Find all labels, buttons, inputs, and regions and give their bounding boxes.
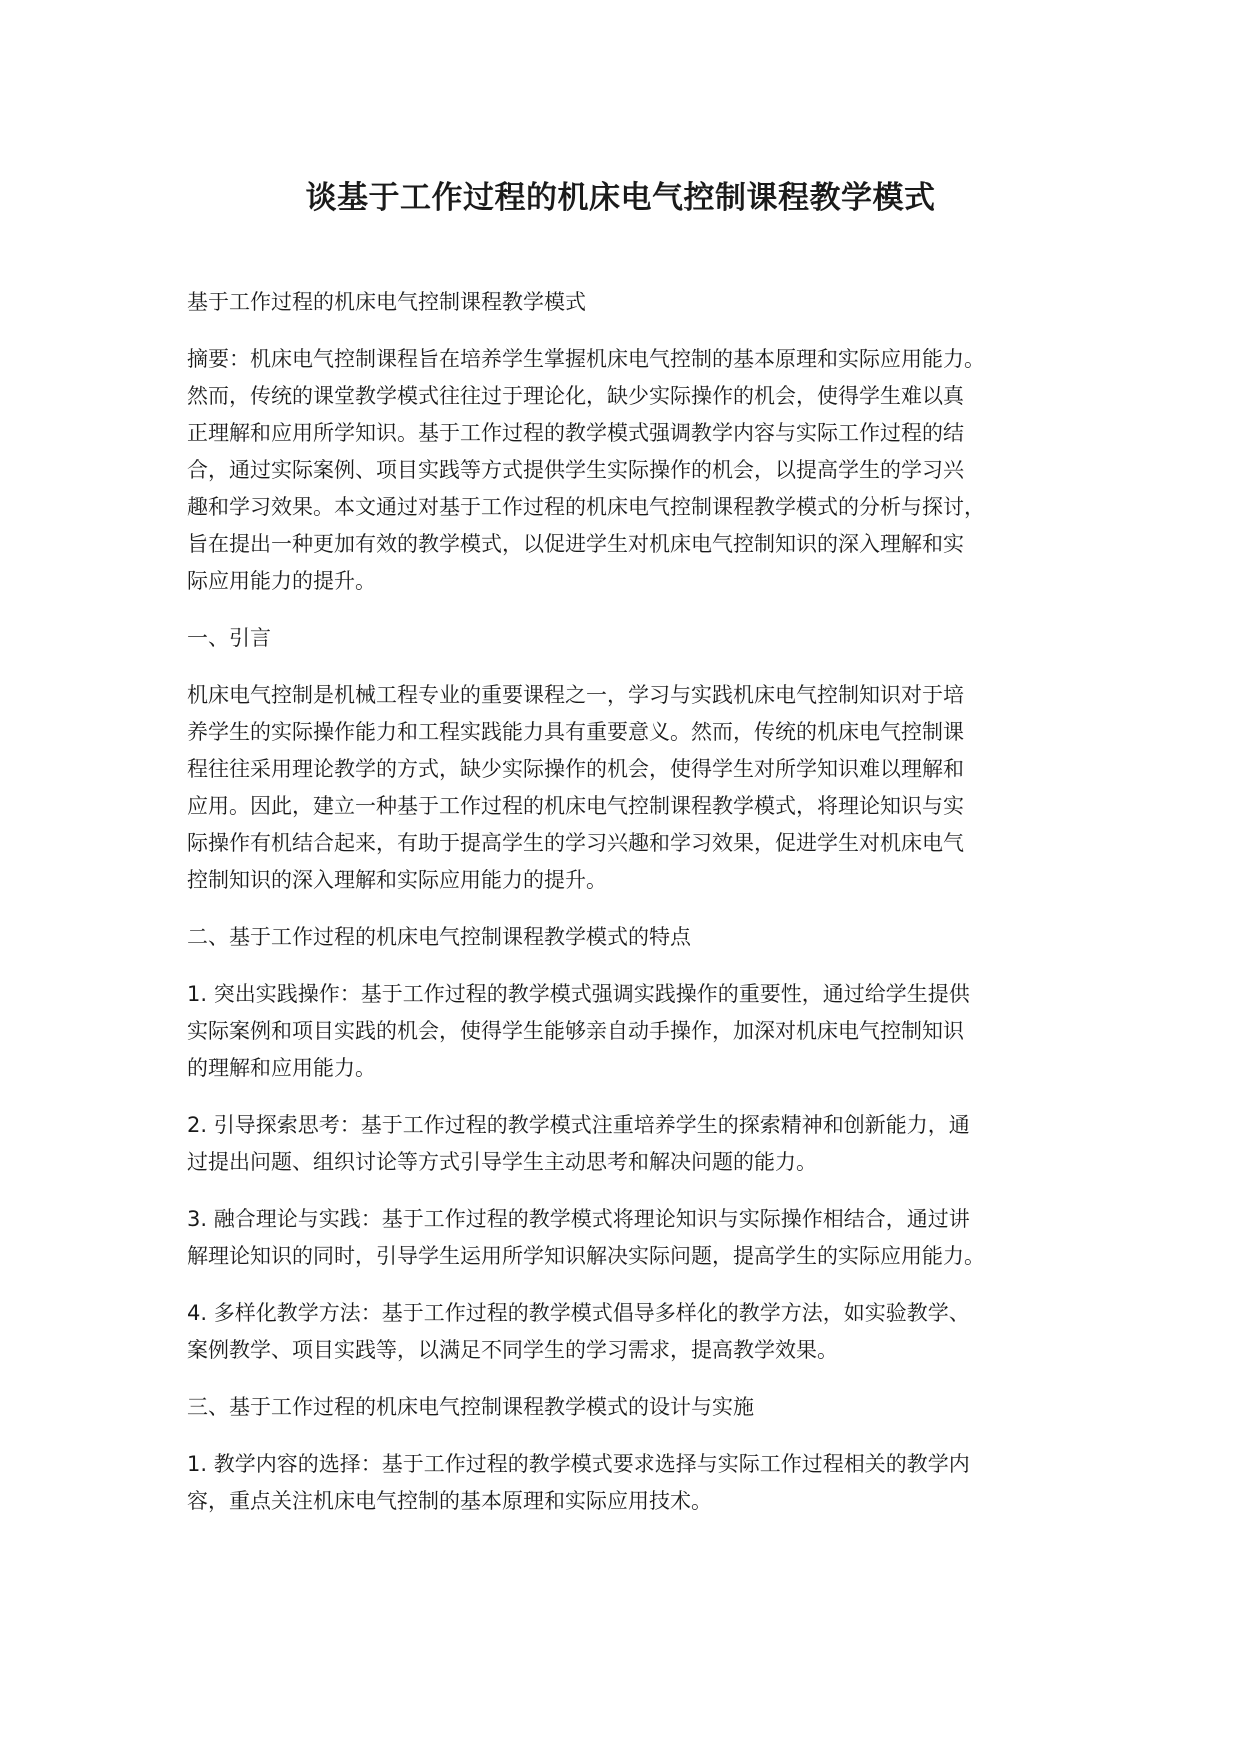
document-subtitle: 基于工作过程的机床电气控制课程教学模式 — [187, 290, 586, 314]
document-body — [187, 284, 1072, 1540]
feature-item: 1. 突出实践操作：基于工作过程的教学模式强调实践操作的重要性，通过给学生提供 实际案例和项目实践的机会，使得学生能够亲自动手操作，加深对机床电气控制知识 的理解和应用能力。 — [187, 982, 970, 1080]
section-heading-design: 三、基于工作过程的机床电气控制课程教学模式的设计与实施 — [187, 1395, 754, 1419]
section-heading-features: 二、基于工作过程的机床电气控制课程教学模式的特点 — [187, 925, 691, 949]
design-item: 1. 教学内容的选择：基于工作过程的教学模式要求选择与实际工作过程相关的教学内 容，重点关注机床电气控制的基本原理和实际应用技术。 — [187, 1452, 970, 1513]
feature-item: 2. 引导探索思考：基于工作过程的教学模式注重培养学生的探索精神和创新能力，通 过提出问题、组织讨论等方式引导学生主动思考和解决问题的能力。 — [187, 1113, 970, 1174]
feature-item: 4. 多样化教学方法：基于工作过程的教学模式倡导多样化的教学方法，如实验教学、 案例教学、项目实践等，以满足不同学生的学习需求，提高教学效果。 — [187, 1301, 970, 1362]
introduction-paragraph: 机床电气控制是机械工程专业的重要课程之一，学习与实践机床电气控制知识对于培 养学生的实际操作能力和工程实践能力具有重要意义。然而，传统的机床电气控制课 程往往采用理论教学的方式，缺少实际操作的机会，使得学生对所学知识难以理解和 应用。因此，建立一种基于工作过程的机床电气控制课程教学模式，将理论知识与实 际操作有机结合起来，有助于提高学生的学习兴趣和学习效果，促进学生对机床电气 控制知识的深入理解和实际应用能力的提升。 — [187, 683, 964, 892]
document-title: 谈基于工作过程的机床电气控制课程教学模式 — [305, 180, 936, 216]
feature-item: 3. 融合理论与实践：基于工作过程的教学模式将理论知识与实际操作相结合，通过讲 解理论知识的同时，引导学生运用所学知识解决实际问题，提高学生的实际应用能力。 — [187, 1207, 985, 1268]
abstract-paragraph: 摘要：机床电气控制课程旨在培养学生掌握机床电气控制的基本原理和实际应用能力。 然而，传统的课堂教学模式往往过于理论化，缺少实际操作的机会，使得学生难以真 正理解和应用所学知识。基于工作过程的教学模式强调教学内容与实际工作过程的结 合，通过实际案例、项目实践等方式提供学生实际操作的机会，以提高学生的学习兴 趣和学习效果。本文通过对基于工作过程的机床电气控制课程教学模式的分析与探讨， 旨在提出一种更加有效的教学模式，以促进学生对机床电气控制知识的深入理解和实 际应用能力的提升。 — [187, 347, 985, 593]
section-heading-introduction: 一、引言 — [187, 626, 271, 650]
